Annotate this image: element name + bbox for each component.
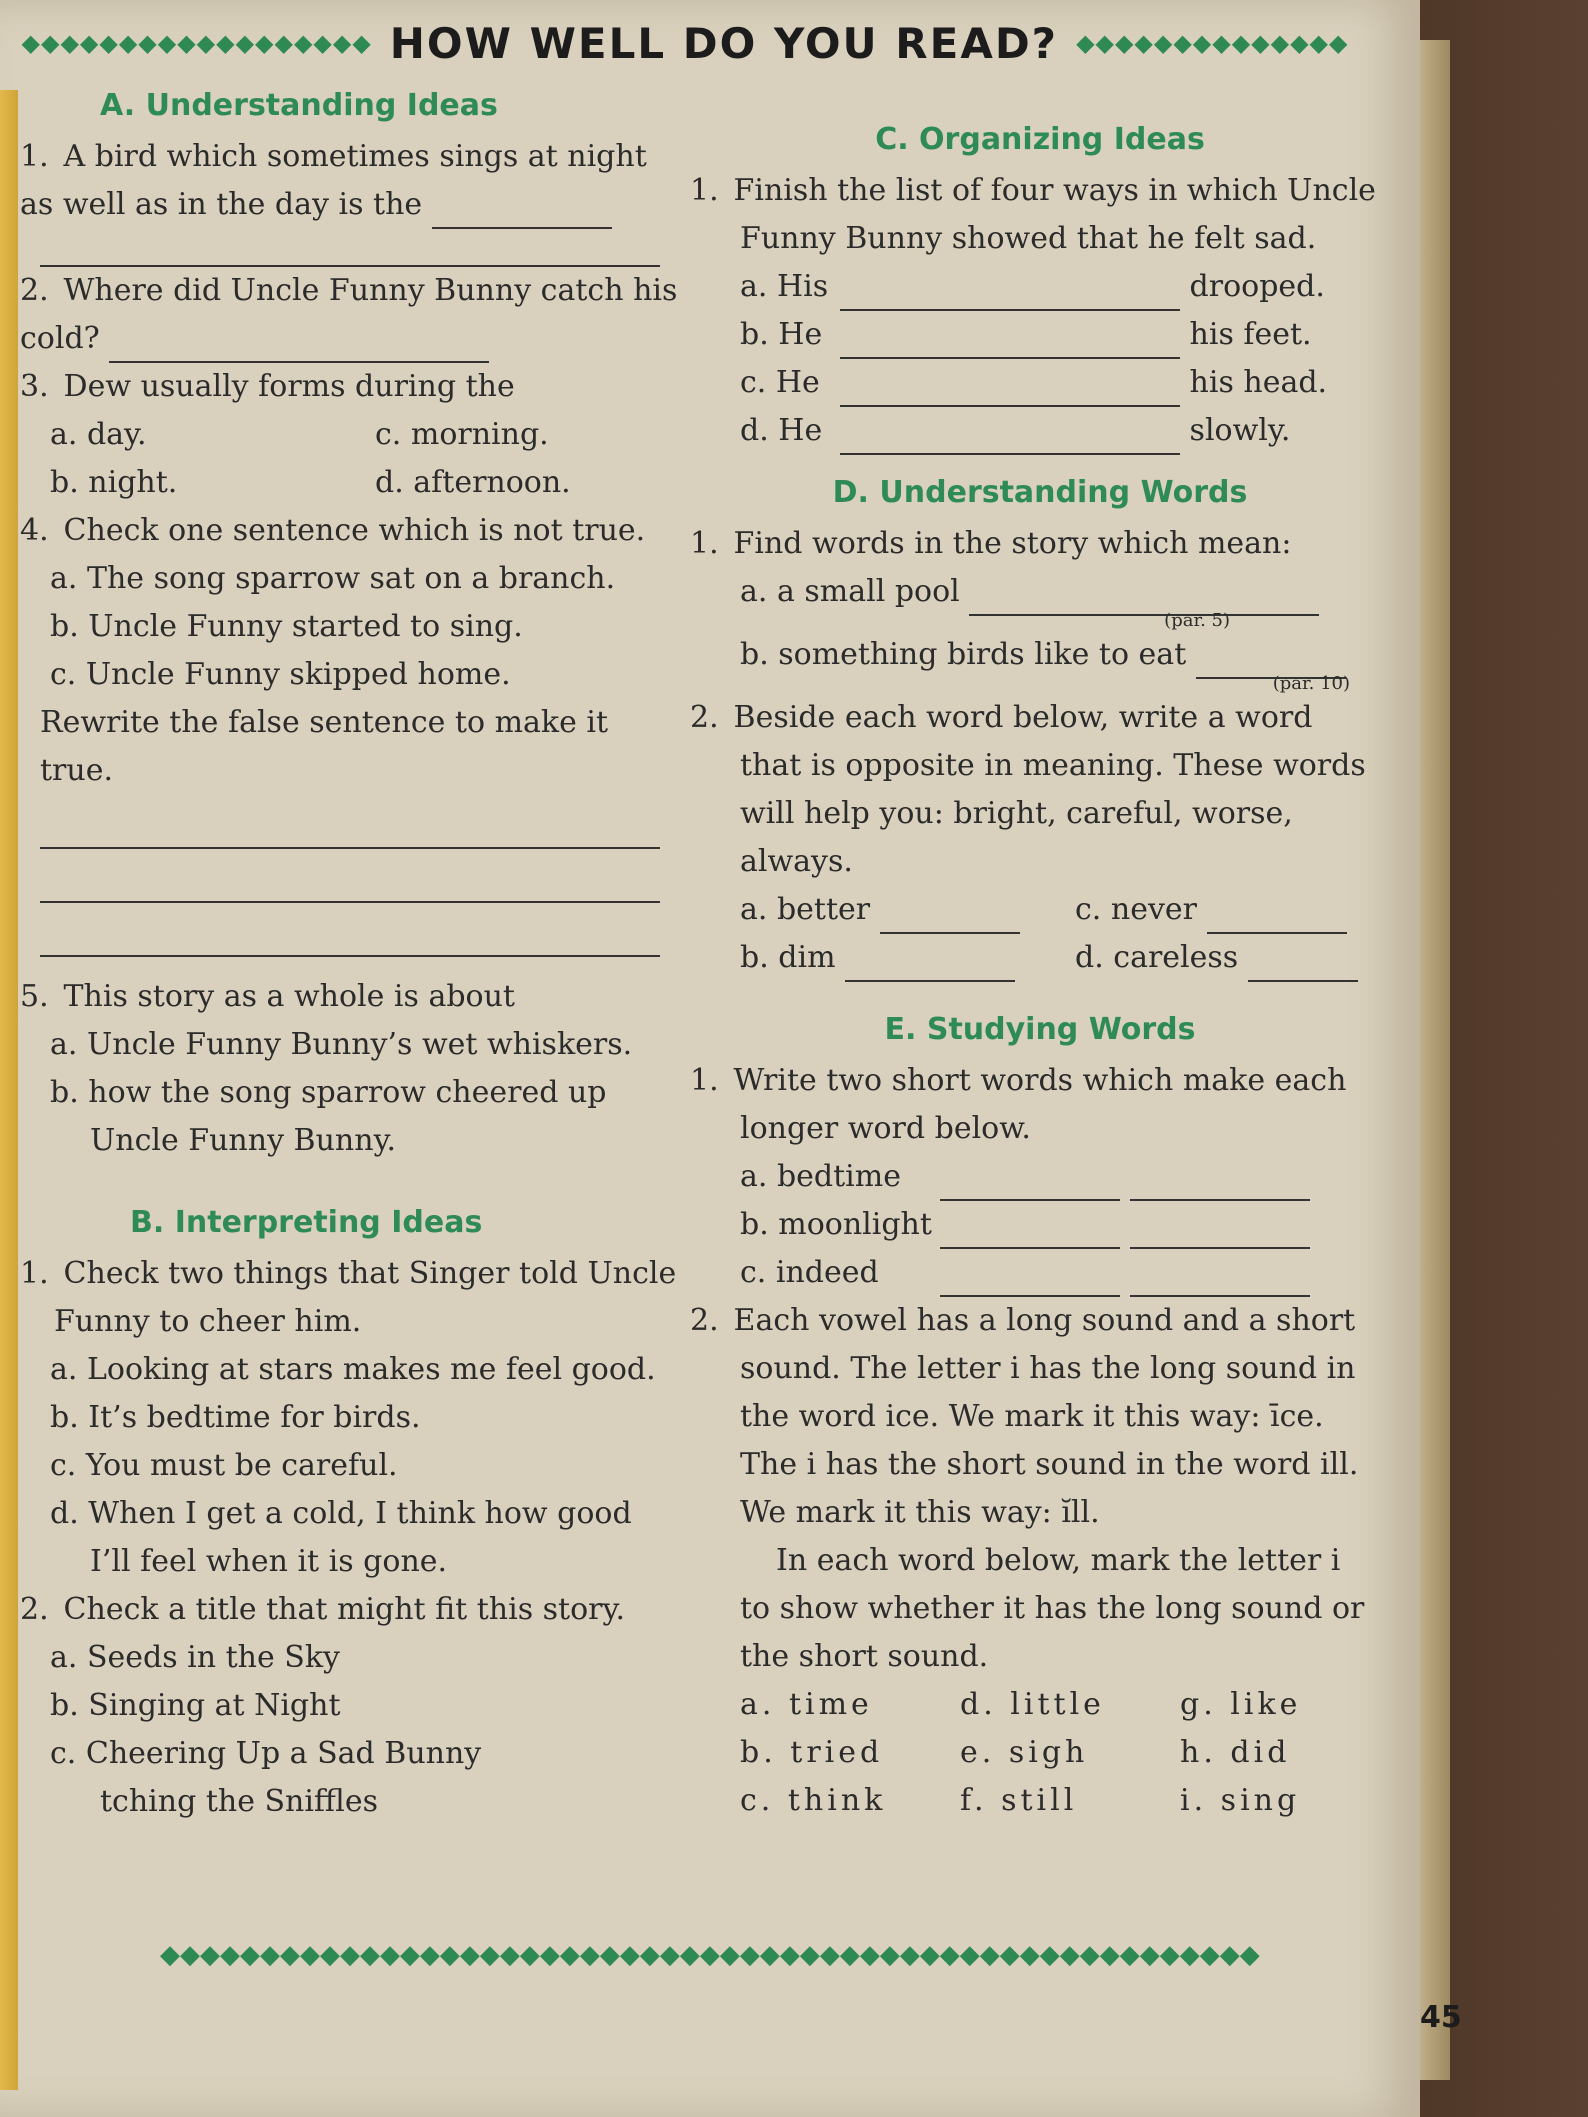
e2-word[interactable]: g. like [1180,1687,1302,1722]
option-b2-c[interactable]: c. Cheering Up a Sad Bunny [50,1736,482,1771]
option-a5-b[interactable]: b. how the song sparrow cheered up [50,1075,607,1110]
answer-line[interactable] [840,327,1180,359]
section-c-title: C. Organizing Ideas [875,122,1205,157]
option-a4-b[interactable]: b. Uncle Funny started to sing. [50,609,523,644]
option-b1-b[interactable]: b. It’s bedtime for birds. [50,1400,421,1435]
answer-line[interactable] [940,1169,1120,1201]
e2-word[interactable]: c. think [740,1783,887,1818]
question-b2: 2. Check a title that might fit this story. [20,1592,625,1627]
question-c1: 1. Finish the list of four ways in which Uncle [690,173,1376,208]
right-column: C. Organizing Ideas 1. Finish the list of four ways in which Uncle Funny Bunny showed that he felt sad. a. His drooped. b. He his feet. c. He his head. d. He slowly. D. Understanding Words 1. Find words in the story which mean: a. a small pool (par. 5) b. something birds like to eat (par. 10) 2. Beside each word below, write a word that is opposite in meaning. These words will help you: bright, careful, worse, always. a. better c. never b. dim d. careless E. Studying Words 1. Write two short words which make each longer word below. a. bedtime b. moonlight c. indeed 2. Each vowel has a long sound and a short sound. The letter i has the long sound in the word ice. We mark it this way: īce. The i has the short sound in the word ill. We mark it this way: ĭll. In each word below, mark the letter i to show whether it has the long sound or the short sound. a. time d. little g. like b. tried e. sigh h. did c. think f. still i. sing [690,80,1390,1825]
page-title: HOW WELL DO YOU READ? [389,18,1059,68]
option-a3-d[interactable]: d. afternoon. [375,465,571,500]
e2-word[interactable]: a. time [740,1687,873,1722]
option-a3-a[interactable]: a. day. [50,417,147,452]
option-b1-d[interactable]: d. When I get a cold, I think how good [50,1496,632,1531]
c1-item-a: a. His drooped. [690,263,1390,311]
rewrite-instruction: Rewrite the false sentence to make it true. [40,705,609,788]
question-a2: 2. Where did Uncle Funny Bunny catch his cold? [20,267,680,363]
question-a3: 3. Dew usually forms during the [20,369,515,404]
paragraph-ref: (par. 5) [1164,610,1230,631]
d2-item-d: d. careless [1075,934,1390,982]
answer-line[interactable] [40,871,660,903]
book-spine [0,90,18,2090]
e1-item-a: a. bedtime [690,1153,1390,1201]
answer-line[interactable] [40,925,660,957]
c1-item-c: c. He his head. [690,359,1390,407]
section-e-title: E. Studying Words [884,1012,1196,1047]
answer-line[interactable] [840,279,1180,311]
option-a3-c[interactable]: c. morning. [375,417,549,452]
diamond-border-right: ◆◆◆◆◆◆◆◆◆◆◆◆◆◆ [1076,29,1349,57]
e2-word[interactable]: d. little [960,1687,1105,1722]
answer-line[interactable] [40,235,660,267]
answer-line[interactable] [109,331,489,363]
answer-line[interactable] [845,950,1015,982]
d2-item-b: b. dim [740,934,1055,982]
d1-item-a: a. a small pool [690,568,1390,616]
answer-line[interactable] [880,902,1020,934]
section-d-title: D. Understanding Words [832,475,1248,510]
c1-item-b: b. He his feet. [690,311,1390,359]
paragraph-ref: (par. 10) [1272,673,1350,694]
answer-line[interactable] [840,423,1180,455]
option-b1-c[interactable]: c. You must be careful. [50,1448,398,1483]
question-a4: 4. Check one sentence which is not true. [20,513,646,548]
answer-line[interactable] [1207,902,1347,934]
page-header [21,8,1349,78]
question-e1: 1. Write two short words which make each [690,1063,1347,1098]
question-d2: 2. Beside each word below, write a word [690,700,1313,735]
question-d1: 1. Find words in the story which mean: [690,526,1292,561]
e2-word[interactable]: e. sigh [960,1735,1089,1770]
answer-line[interactable] [1130,1169,1310,1201]
d2-item-c: c. never [1075,886,1390,934]
question-a5: 5. This story as a whole is about [20,979,515,1014]
diamond-border-left: ◆◆◆◆◆◆◆◆◆◆◆◆◆◆◆◆◆◆ [21,29,372,57]
e2-word[interactable]: i. sing [1180,1783,1301,1818]
d2-items [690,886,1390,982]
answer-line[interactable] [1248,950,1358,982]
option-a4-c[interactable]: c. Uncle Funny skipped home. [50,657,511,692]
page-number: 45 [1420,2000,1462,2035]
answer-line[interactable] [1130,1217,1310,1249]
answer-line[interactable] [840,375,1180,407]
d1-item-b: b. something birds like to eat [690,631,1390,679]
answer-line[interactable] [40,817,660,849]
option-b1-a[interactable]: a. Looking at stars makes me feel good. [50,1352,656,1387]
d2-item-a: a. better [740,886,1055,934]
answer-line[interactable] [432,197,612,229]
question-a1: 1. A bird which sometimes sings at night as well as in the day is the [20,133,680,267]
answer-line[interactable] [969,584,1319,616]
option-b2-a[interactable]: a. Seeds in the Sky [50,1640,340,1675]
e2-word[interactable]: h. did [1180,1735,1291,1770]
left-column: A. Understanding Ideas 1. A bird which sometimes sings at night as well as in the day is the 2. Where did Uncle Funny Bunny catch his cold? 3. Dew usually forms during the a. day. c. morning. b. night. d. afternoon. 4. Check one sentence which is not true. a. The song sparrow sat on a branch. b. Uncle Funny started to sing. c. Uncle Funny skipped home. Rewrite the false sentence to make it true. 5. This story as a whole is about a. Uncle Funny Bunny’s wet whiskers. b. how the song sparrow cheered up Uncle Funny Bunny. B. Interpreting Ideas 1. Check two things that Singer told Uncle Funny to cheer him. a. Looking at stars makes me feel good. b. It’s bedtime for birds. c. You must be careful. d. When I get a cold, I think how good I’ll feel when it is gone. 2. Check a title that might fit this story. a. Seeds in the Sky b. Singing at Night c. Cheering Up a Sad Bunny tching the Sniffles [20,80,680,1826]
option-a5-b-cont: Uncle Funny Bunny. [90,1123,397,1158]
answer-line[interactable] [940,1265,1120,1297]
option-a5-a[interactable]: a. Uncle Funny Bunny’s wet whiskers. [50,1027,633,1062]
e2-word[interactable]: b. tried [740,1735,884,1770]
e1-item-b: b. moonlight [690,1201,1390,1249]
section-b-title: B. Interpreting Ideas [130,1205,483,1240]
option-a4-a[interactable]: a. The song sparrow sat on a branch. [50,561,616,596]
option-a3-b[interactable]: b. night. [50,465,178,500]
diamond-border-bottom: ◆◆◆◆◆◆◆◆◆◆◆◆◆◆◆◆◆◆◆◆◆◆◆◆◆◆◆◆◆◆◆◆◆◆◆◆◆◆◆◆◆◆◆◆◆◆◆◆◆◆◆◆◆◆◆ [160,1940,1260,1970]
question-b1: 1. Check two things that Singer told Uncle [20,1256,677,1291]
options-a3 [20,411,680,507]
option-b2-d[interactable]: tching the Sniffles [100,1784,379,1819]
c1-item-d: d. He slowly. [690,407,1390,455]
section-a-title: A. Understanding Ideas [100,88,498,123]
e1-item-c: c. indeed [690,1249,1390,1297]
option-b2-b[interactable]: b. Singing at Night [50,1688,341,1723]
answer-line[interactable] [1130,1265,1310,1297]
e2-word-grid [690,1681,1390,1825]
question-e2: 2. Each vowel has a long sound and a short [690,1303,1356,1338]
answer-line[interactable] [940,1217,1120,1249]
e2-word[interactable]: f. still [960,1783,1078,1818]
